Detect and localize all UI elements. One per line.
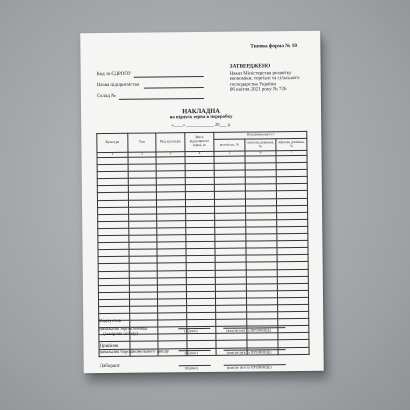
warehouse-field[interactable]	[119, 97, 204, 99]
header-impurity: сміттєва домішка, %	[245, 139, 276, 151]
col-number: 6	[245, 151, 276, 156]
issuer-role-2: (комірник складу)	[103, 330, 138, 337]
name-hint: (власне ім'я та ПРІЗВИЩЕ)	[226, 365, 272, 370]
name-hint: (власне ім'я та ПРІЗВИЩЕ)	[226, 350, 272, 355]
order-line-3: господарства України	[229, 81, 277, 88]
col-number: 5	[214, 151, 245, 156]
col-number: 1	[97, 152, 128, 157]
signature-hint: (підпис)	[184, 329, 198, 334]
enterprise-label: Назва підприємства	[96, 82, 140, 89]
header-quality-group: Показники якості	[214, 131, 307, 139]
col-number: 4	[185, 151, 214, 156]
col-number: 2	[128, 152, 156, 157]
lab-label: Лаборант	[99, 363, 120, 370]
issuer-role: начальник зерносховища	[99, 325, 148, 332]
col-number: 3	[156, 152, 185, 157]
signature-hint: (підпис)	[184, 351, 198, 356]
header-type: Тип	[128, 133, 156, 152]
col-number: 7	[276, 150, 307, 155]
enterprise-field[interactable]	[144, 86, 204, 88]
order-line-2: економіки, торгівлі та сільського	[229, 75, 300, 82]
grain-table	[96, 131, 309, 357]
header-mass: Маса відпущеного зерна, кг	[185, 132, 214, 151]
form-type-label: Типова форма № 10	[250, 42, 297, 50]
received-label: Прийняв	[99, 343, 119, 350]
document-subtitle: на відпуск зерна в переробку	[169, 114, 233, 121]
document-title: НАКЛАДНА	[182, 107, 220, 116]
header-crop-code: Код культури	[156, 133, 185, 152]
issued-label: Відпустив	[99, 318, 122, 325]
header-grain-impurity: зернова домішка, %	[276, 138, 307, 150]
edrpou-field[interactable]	[134, 75, 204, 77]
signature-hint: (підпис)	[184, 366, 199, 371]
document-date-line: «____» ____________ 20___ р.	[171, 121, 232, 127]
warehouse-label: Склад №	[96, 93, 116, 100]
table-cell[interactable]	[278, 347, 309, 354]
header-moisture: вологість, %	[214, 139, 245, 151]
edrpou-label: Код за ЄДРПОУ	[96, 71, 132, 78]
order-line-4: 06 квітня 2021 року № 726	[229, 87, 287, 93]
header-crop: Культура	[97, 133, 128, 152]
order-line-1: Наказ Міністерства розвитку	[229, 70, 292, 77]
name-hint: (власне ім'я та ПРІЗВИЩЕ)	[226, 328, 272, 333]
form-paper	[80, 31, 324, 373]
receiver-role: начальник борошномельного заводу	[99, 348, 170, 355]
approved-label: ЗАТВЕРДЖЕНО	[229, 63, 271, 70]
